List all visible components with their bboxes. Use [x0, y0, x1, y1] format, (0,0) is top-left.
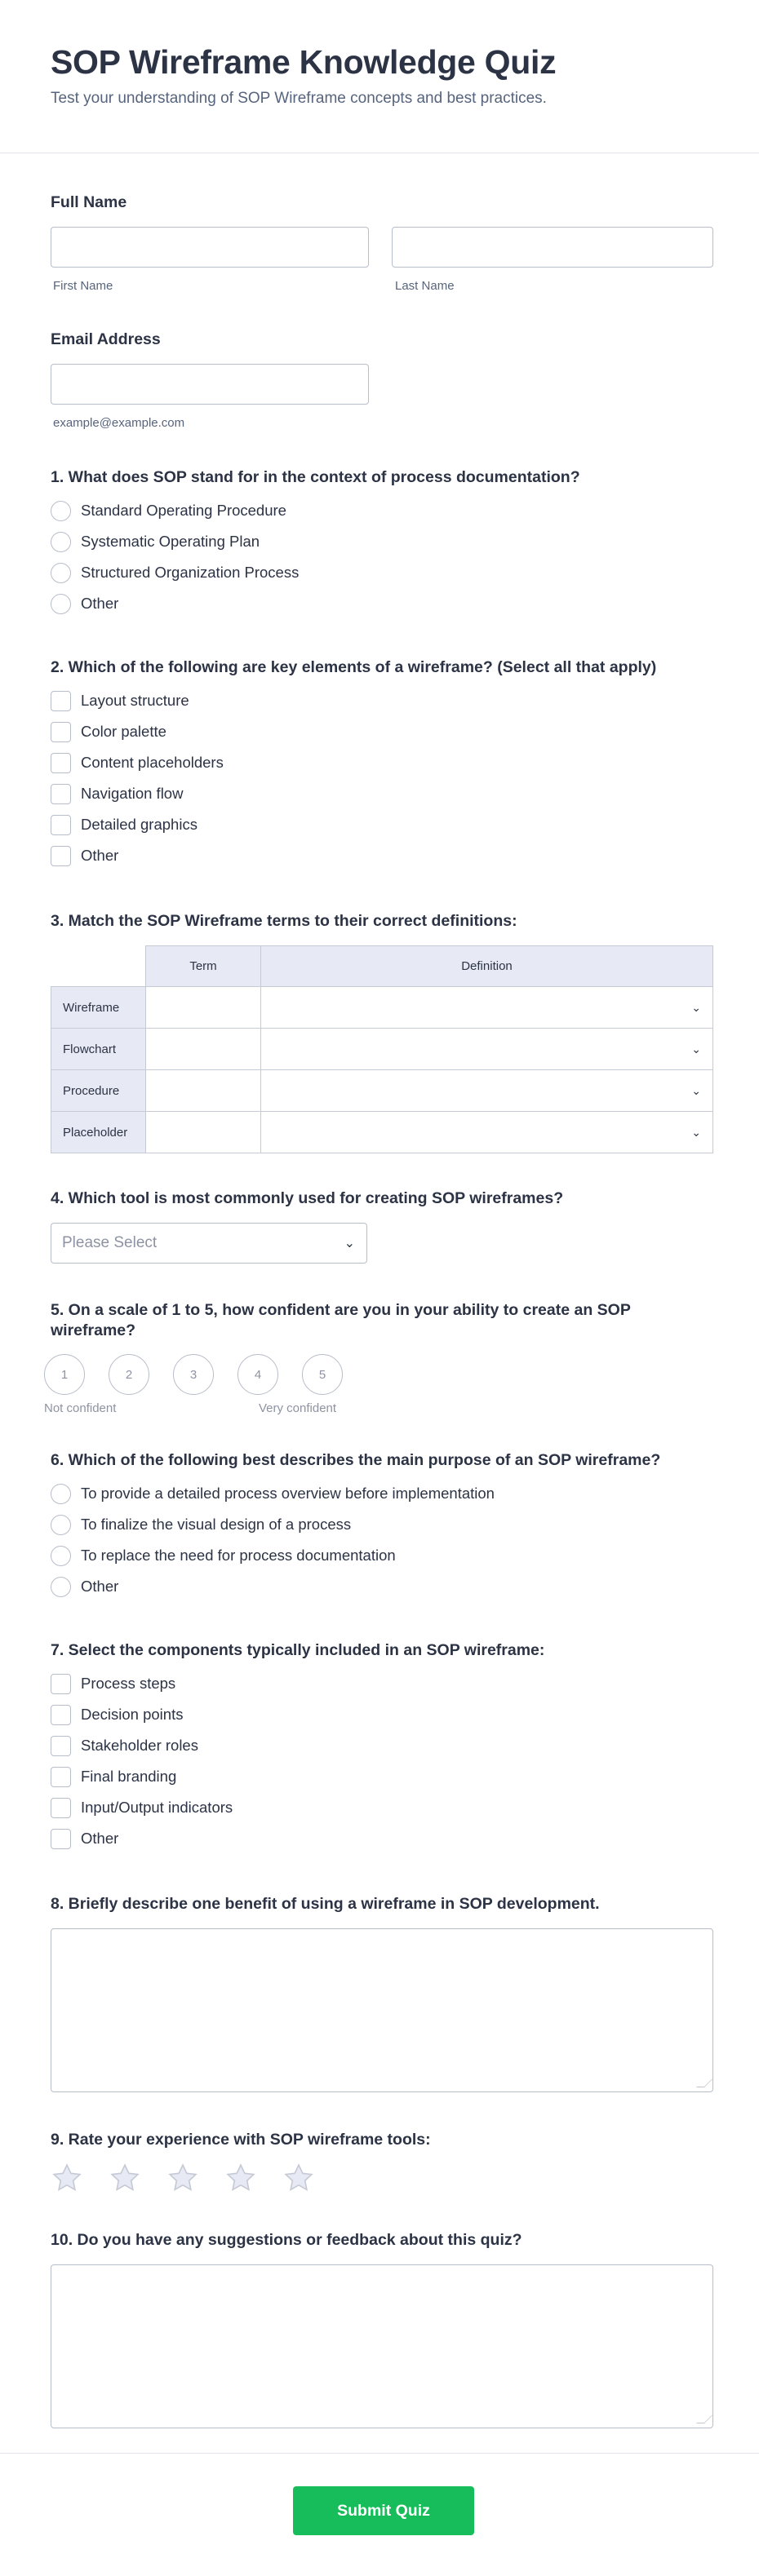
radio-button[interactable] [51, 563, 71, 583]
page-title: SOP Wireframe Knowledge Quiz [51, 43, 557, 81]
option-label: Stakeholder roles [81, 1737, 198, 1754]
checkbox[interactable] [51, 1736, 71, 1756]
question-2 [51, 657, 713, 864]
q2-option[interactable] [51, 689, 189, 712]
matrix-row-header: Wireframe [51, 987, 146, 1029]
feedback-textarea[interactable] [51, 2264, 713, 2428]
checkbox[interactable] [51, 1705, 71, 1725]
question-9 [51, 2130, 713, 2150]
star-icon[interactable] [224, 2162, 257, 2194]
q1-option[interactable] [51, 592, 118, 615]
checkbox[interactable] [51, 784, 71, 804]
option-label: Structured Organization Process [81, 564, 300, 581]
option-label: Content placeholders [81, 754, 224, 771]
q6-option[interactable] [51, 1544, 396, 1567]
option-label: Other [81, 847, 119, 864]
checkbox[interactable] [51, 1767, 71, 1787]
matrix-row-header: Procedure [51, 1070, 146, 1112]
option-label: Navigation flow [81, 785, 184, 802]
q1-option[interactable] [51, 499, 286, 522]
first-name-sublabel: First Name [53, 279, 113, 293]
question-10 [51, 2230, 713, 2251]
submit-button[interactable]: Submit Quiz [293, 2486, 474, 2535]
option-label: Decision points [81, 1706, 184, 1723]
q2-option[interactable] [51, 813, 198, 836]
option-label: Systematic Operating Plan [81, 533, 260, 550]
matrix-row-header: Placeholder [51, 1112, 146, 1153]
checkbox[interactable] [51, 846, 71, 866]
last-name-sublabel: Last Name [395, 279, 455, 293]
option-label: Detailed graphics [81, 816, 198, 833]
q2-option[interactable] [51, 844, 118, 867]
confidence-scale [44, 1354, 343, 1395]
star-icon[interactable] [51, 2162, 83, 2194]
checkbox[interactable] [51, 815, 71, 835]
chevron-down-icon: ⌄ [691, 1125, 701, 1139]
option-label: Process steps [81, 1675, 176, 1692]
chevron-down-icon: ⌄ [691, 1042, 701, 1056]
matrix-column-header: Definition [261, 946, 713, 987]
question-6 [51, 1450, 713, 1595]
question-4 [51, 1188, 713, 1251]
option-label: Final branding [81, 1768, 177, 1785]
scale-option[interactable]: 1 [44, 1354, 85, 1395]
definition-dropdown[interactable] [261, 1070, 713, 1112]
star-icon[interactable] [109, 2162, 141, 2194]
email-input[interactable] [51, 364, 369, 405]
q7-option[interactable] [51, 1672, 175, 1695]
option-label: To finalize the visual design of a process [81, 1516, 352, 1533]
matching-matrix [51, 945, 713, 1153]
email-label: Email Address [51, 330, 161, 348]
form-header [0, 0, 759, 153]
benefit-textarea[interactable] [51, 1928, 713, 2092]
scale-low-label: Not confident [44, 1401, 117, 1415]
matrix-row-header: Flowchart [51, 1029, 146, 1070]
q1-option[interactable] [51, 561, 299, 584]
checkbox[interactable] [51, 753, 71, 773]
question-10-label: 10. Do you have any suggestions or feedback about this quiz? [51, 2231, 522, 2249]
q7-option[interactable] [51, 1827, 118, 1850]
term-cell[interactable] [146, 1112, 261, 1153]
scale-option[interactable]: 5 [302, 1354, 343, 1395]
select-placeholder: Please Select [62, 1234, 158, 1251]
radio-button[interactable] [51, 532, 71, 552]
last-name-input[interactable] [392, 227, 713, 268]
q7-option[interactable] [51, 1703, 183, 1726]
full-name-label: Full Name [51, 193, 127, 211]
option-label: Input/Output indicators [81, 1799, 233, 1816]
question-1 [51, 467, 713, 612]
option-label: Layout structure [81, 692, 189, 709]
question-5-label: 5. On a scale of 1 to 5, how confident are you in your ability to create an SOP wireframe? [51, 1301, 631, 1339]
definition-dropdown[interactable] [261, 1112, 713, 1153]
q2-option[interactable] [51, 751, 224, 774]
email-sublabel: example@example.com [53, 416, 185, 430]
term-cell[interactable] [146, 1070, 261, 1112]
radio-button[interactable] [51, 1515, 71, 1535]
question-8 [51, 1894, 713, 1914]
option-label: Other [81, 1578, 119, 1595]
option-label: Standard Operating Procedure [81, 502, 286, 519]
question-1-label: 1. What does SOP stand for in the context of process documentation? [51, 468, 580, 486]
q6-option[interactable] [51, 1482, 495, 1505]
radio-button[interactable] [51, 1546, 71, 1566]
question-6-label: 6. Which of the following best describes the main purpose of an SOP wireframe? [51, 1451, 661, 1469]
q2-option[interactable] [51, 782, 183, 805]
checkbox[interactable] [51, 1798, 71, 1818]
matrix-column-header: Term [146, 946, 261, 987]
question-3 [51, 911, 713, 1140]
tool-select[interactable] [51, 1223, 367, 1264]
q6-option[interactable] [51, 1575, 118, 1598]
q7-option[interactable] [51, 1765, 176, 1788]
star-icon[interactable] [282, 2162, 315, 2194]
q1-option[interactable] [51, 530, 260, 553]
question-3-label: 3. Match the SOP Wireframe terms to their correct definitions: [51, 912, 517, 930]
question-7-label: 7. Select the components typically included in an SOP wireframe: [51, 1641, 545, 1659]
scale-option[interactable]: 3 [173, 1354, 214, 1395]
radio-button[interactable] [51, 594, 71, 614]
full-name-field [51, 193, 713, 293]
star-icon[interactable] [166, 2162, 199, 2194]
scale-high-label: Very confident [259, 1401, 337, 1415]
checkbox[interactable] [51, 1829, 71, 1849]
term-cell[interactable] [146, 1029, 261, 1070]
option-label: To provide a detailed process overview before implementation [81, 1485, 495, 1502]
chevron-down-icon: ⌄ [691, 1083, 701, 1097]
question-8-label: 8. Briefly describe one benefit of using a wireframe in SOP development. [51, 1895, 600, 1913]
page-subtitle: Test your understanding of SOP Wireframe concepts and best practices. [51, 90, 547, 107]
question-7 [51, 1640, 713, 1847]
option-label: Other [81, 595, 119, 612]
option-label: Other [81, 1830, 119, 1847]
star-rating [51, 2162, 315, 2194]
matrix-corner [51, 946, 146, 987]
question-2-label: 2. Which of the following are key elements of a wireframe? (Select all that apply) [51, 658, 657, 676]
option-label: To replace the need for process documentation [81, 1547, 396, 1564]
radio-button[interactable] [51, 1577, 71, 1597]
term-cell[interactable] [146, 987, 261, 1029]
chevron-down-icon: ⌄ [691, 1000, 701, 1014]
radio-button[interactable] [51, 1484, 71, 1504]
scale-option[interactable]: 4 [237, 1354, 278, 1395]
question-4-label: 4. Which tool is most commonly used for creating SOP wireframes? [51, 1189, 564, 1207]
definition-dropdown[interactable] [261, 1029, 713, 1070]
form-footer [0, 2453, 759, 2576]
checkbox[interactable] [51, 722, 71, 742]
question-5 [44, 1300, 713, 1415]
definition-dropdown[interactable] [261, 987, 713, 1029]
q2-option[interactable] [51, 720, 166, 743]
scale-option[interactable]: 2 [109, 1354, 149, 1395]
chevron-down-icon: ⌄ [344, 1237, 355, 1250]
checkbox[interactable] [51, 691, 71, 711]
q6-option[interactable] [51, 1513, 351, 1536]
email-field [51, 330, 713, 430]
q7-option[interactable] [51, 1796, 233, 1819]
question-9-label: 9. Rate your experience with SOP wireframe tools: [51, 2131, 431, 2149]
first-name-input[interactable] [51, 227, 369, 268]
checkbox[interactable] [51, 1674, 71, 1694]
radio-button[interactable] [51, 501, 71, 521]
option-label: Color palette [81, 723, 166, 740]
q7-option[interactable] [51, 1734, 198, 1757]
